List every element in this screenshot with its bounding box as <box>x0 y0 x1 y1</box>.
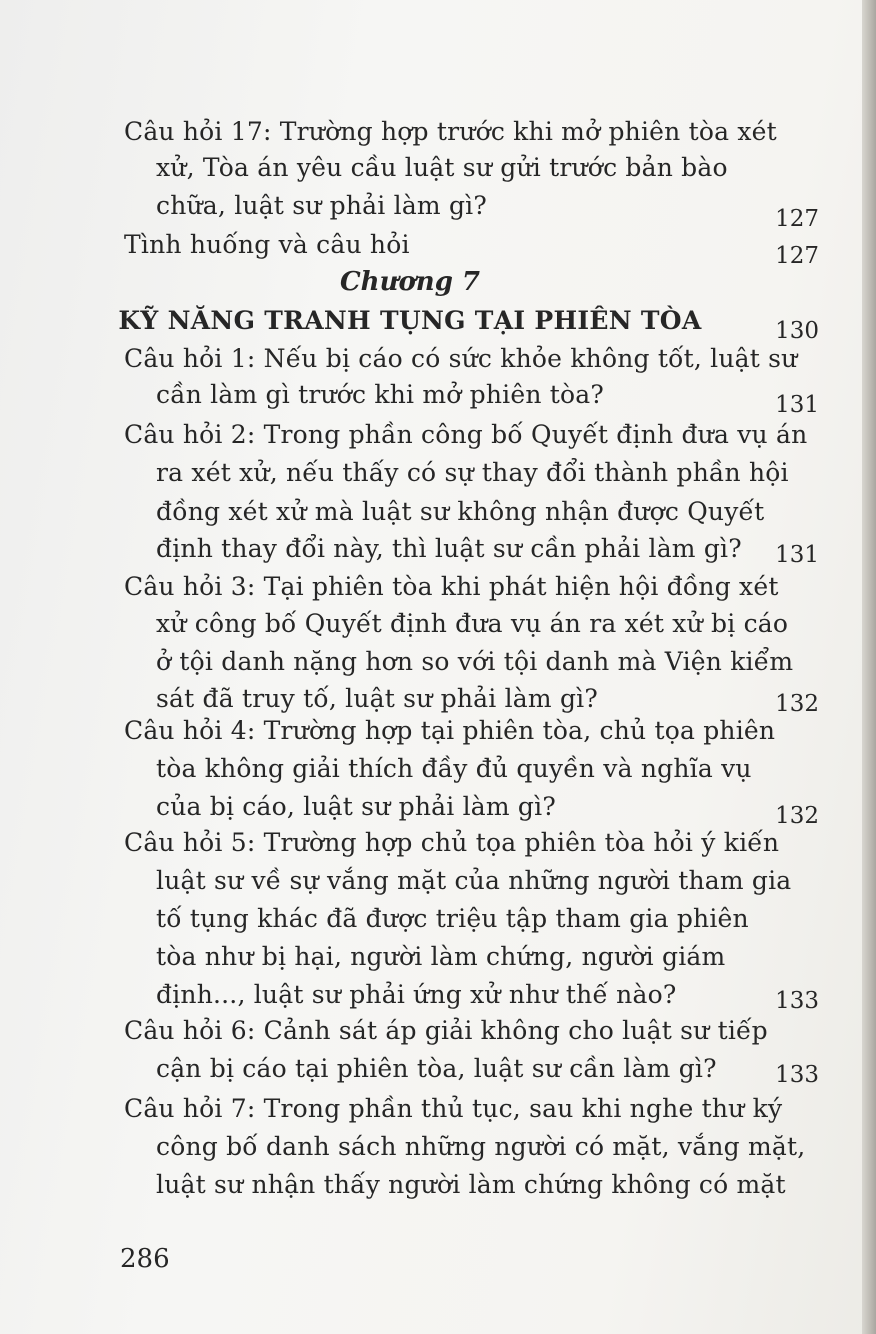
toc-entry-q2-line-1: Câu hỏi 2: Trong phần công bố Quyết định đưa vụ án <box>124 420 808 449</box>
toc-entry-q5-line-3: tố tụng khác đã được triệu tập tham gia phiên <box>156 904 749 933</box>
toc-entry-q2-line-2: ra xét xử, nếu thấy có sự thay đổi thành phần hội <box>156 458 789 487</box>
toc-entry-q1-line-2: cần làm gì trước khi mở phiên tòa? <box>156 380 605 409</box>
toc-entry-q3-page: 132 <box>775 691 819 717</box>
toc-entry-q2-line-4: định thay đổi này, thì luật sư cần phải làm gì? <box>156 534 742 563</box>
toc-entry-q7-line-2: công bố danh sách những người có mặt, vắng mặt, <box>156 1132 806 1161</box>
toc-entry-q6-line-2: cận bị cáo tại phiên tòa, luật sư cần làm gì? <box>156 1054 717 1083</box>
toc-entry-q4-line-1: Câu hỏi 4: Trường hợp tại phiên tòa, chủ tọa phiên <box>124 716 776 745</box>
toc-entry-q3-line-1: Câu hỏi 3: Tại phiên tòa khi phát hiện hội đồng xét <box>124 572 779 601</box>
toc-entry-situation: Tình huống và câu hỏi <box>124 230 410 259</box>
chapter-page: 130 <box>775 318 819 344</box>
toc-entry-q2-line-3: đồng xét xử mà luật sư không nhận được Quyết <box>156 497 765 526</box>
toc-entry-q5-line-1: Câu hỏi 5: Trường hợp chủ tọa phiên tòa hỏi ý kiến <box>124 828 780 857</box>
toc-entry-q5-page: 133 <box>775 988 819 1014</box>
toc-entry-q7-line-1: Câu hỏi 7: Trong phần thủ tục, sau khi nghe thư ký <box>124 1094 783 1123</box>
toc-entry-q3-line-3: ở tội danh nặng hơn so với tội danh mà Viện kiểm <box>156 647 794 676</box>
toc-entry-q4-line-3: của bị cáo, luật sư phải làm gì? <box>156 792 556 821</box>
toc-entry-q2-page: 131 <box>775 542 819 568</box>
chapter-title: KỸ NĂNG TRANH TỤNG TẠI PHIÊN TÒA <box>118 306 702 335</box>
toc-entry-q4-line-2: tòa không giải thích đầy đủ quyền và nghĩa vụ <box>156 754 752 783</box>
toc-entry-q3-line-4: sát đã truy tố, luật sư phải làm gì? <box>156 684 598 713</box>
toc-entry-q4-page: 132 <box>775 803 819 829</box>
toc-entry-q1-line-1: Câu hỏi 1: Nếu bị cáo có sức khỏe không tốt, luật sư <box>124 344 798 373</box>
toc-entry-q5-line-4: tòa như bị hại, người làm chứng, người giám <box>156 942 726 971</box>
toc-entry-q6-line-1: Câu hỏi 6: Cảnh sát áp giải không cho luật sư tiếp <box>124 1016 768 1045</box>
toc-entry-q6-page: 133 <box>775 1062 819 1088</box>
toc-entry-q3-line-2: xử công bố Quyết định đưa vụ án ra xét xử bị cáo <box>156 609 789 638</box>
toc-entry-q17-line-1: Câu hỏi 17: Trường hợp trước khi mở phiên tòa xét <box>124 117 777 146</box>
toc-entry-q1-page: 131 <box>775 392 819 418</box>
page-edge <box>862 0 876 1334</box>
page-number: 286 <box>120 1244 170 1274</box>
toc-entry-situation-page: 127 <box>775 243 819 269</box>
toc-entry-q7-line-3: luật sư nhận thấy người làm chứng không có mặt <box>156 1170 786 1199</box>
toc-entry-q17-page: 127 <box>775 206 819 232</box>
toc-entry-q5-line-2: luật sư về sự vắng mặt của những người tham gia <box>156 866 792 895</box>
toc-entry-q17-line-3: chữa, luật sư phải làm gì? <box>156 191 487 220</box>
toc-entry-q17-line-2: xử, Tòa án yêu cầu luật sư gửi trước bản bào <box>156 153 728 182</box>
toc-entry-q5-line-5: định..., luật sư phải ứng xử như thế nào? <box>156 980 677 1009</box>
chapter-label: Chương 7 <box>339 267 481 297</box>
